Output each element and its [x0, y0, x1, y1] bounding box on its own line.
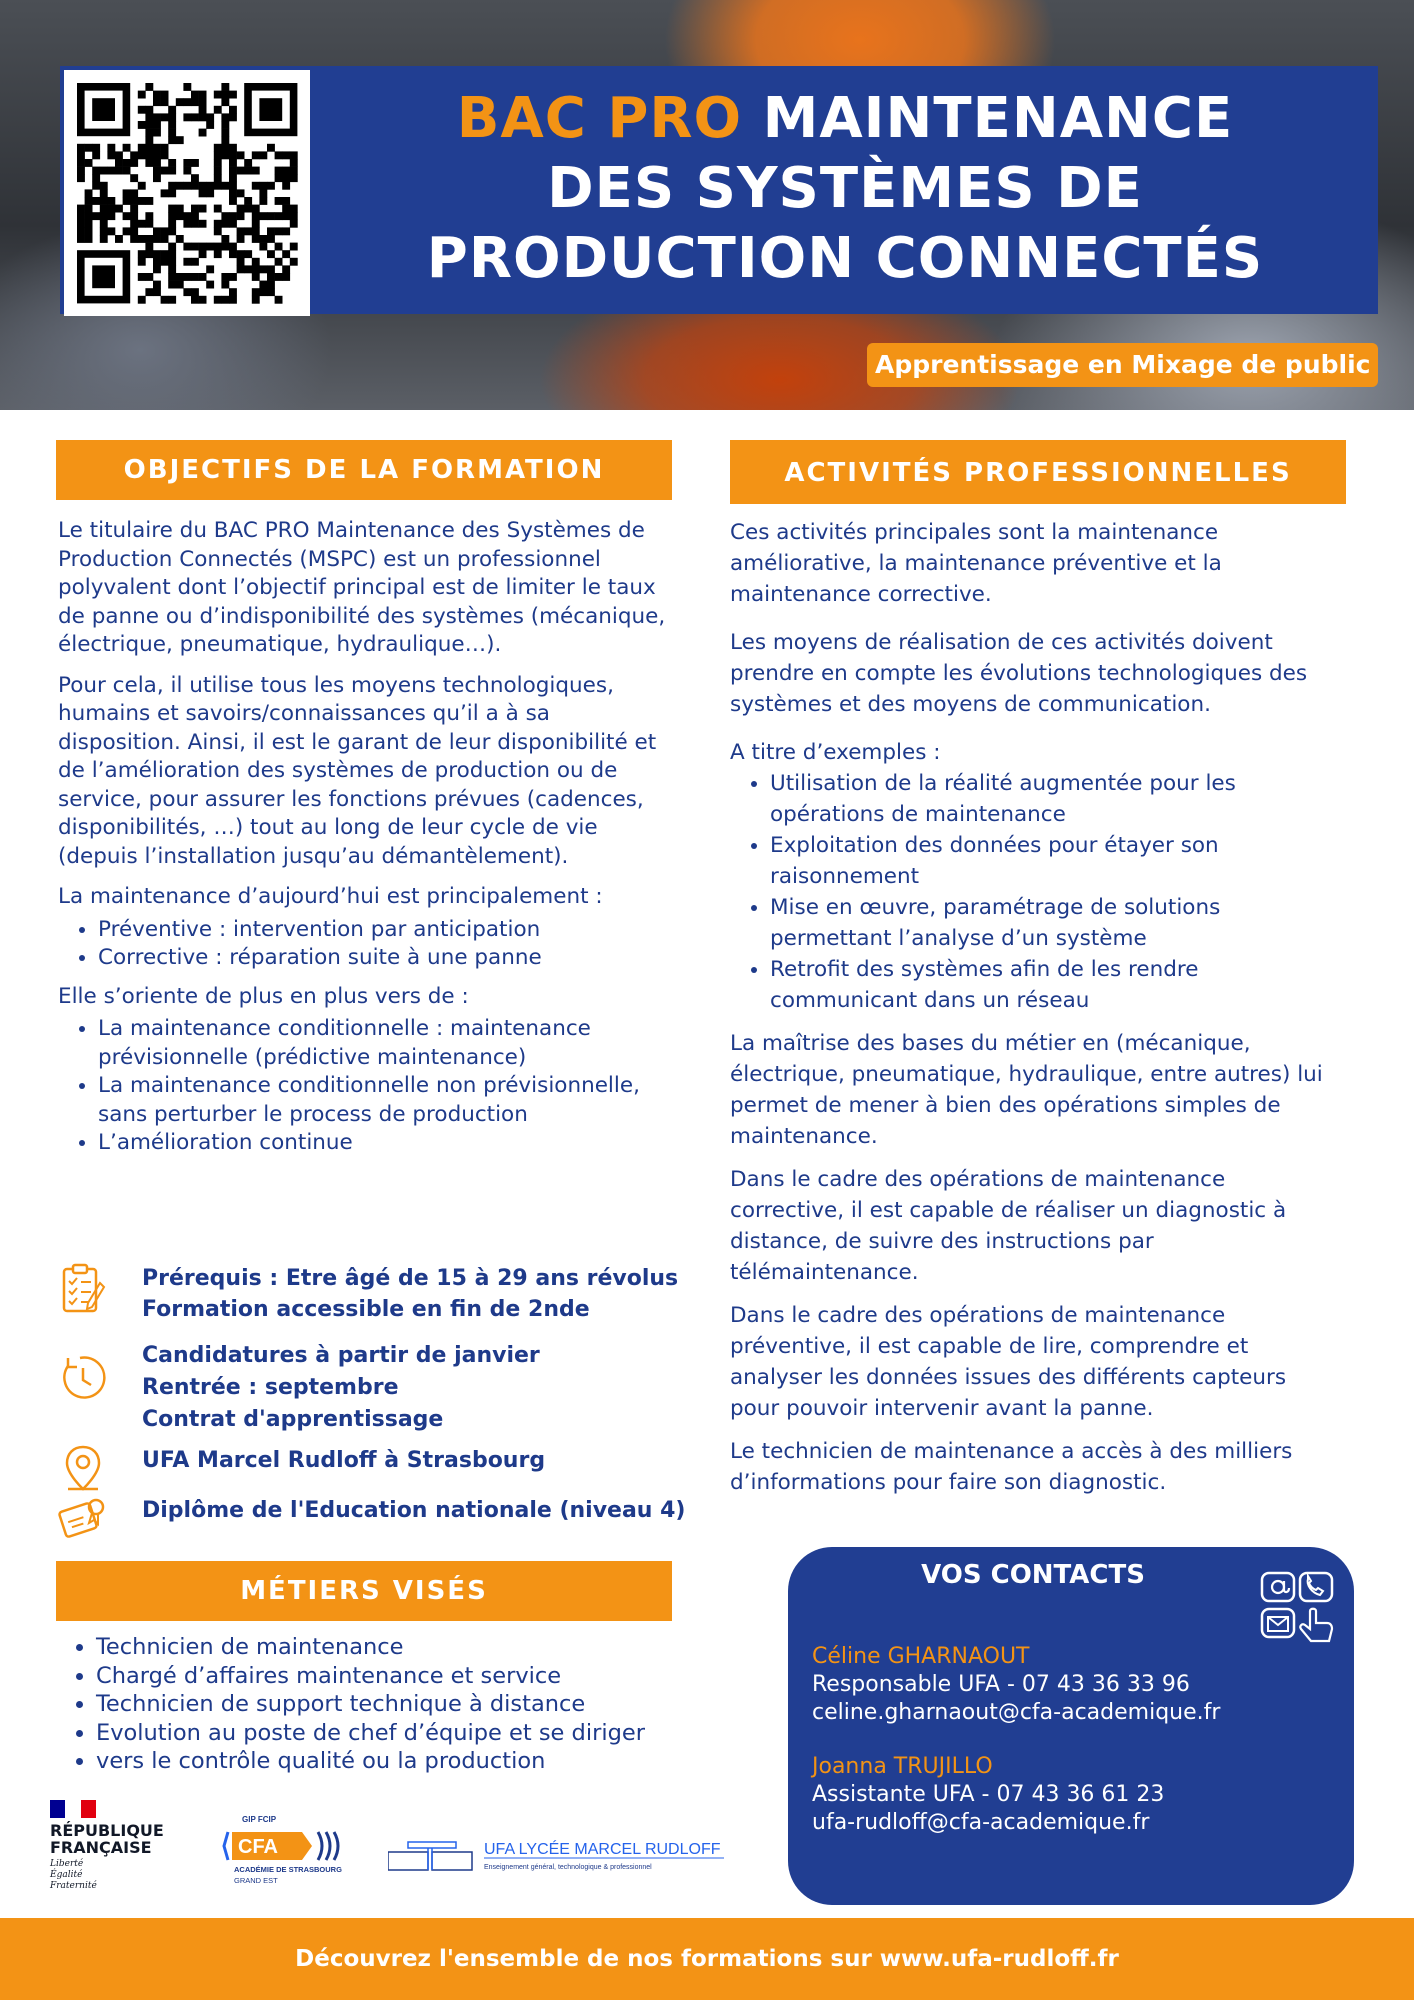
list-item: • Technicien de maintenance	[96, 1633, 736, 1662]
qr-code-icon[interactable]	[64, 70, 310, 316]
prerequis-level: Formation accessible en fin de 2nde	[142, 1297, 590, 1322]
ufa-name: UFA LYCÉE MARCEL RUDLOFF	[484, 1841, 721, 1858]
activites-p4: La maîtrise des bases du métier en (mécanique, électrique, pneumatique, hydraulique, entre autres) lui permet de mener à bien des opérations simples de maintenance.	[730, 1031, 1323, 1149]
hero-photo	[0, 0, 1414, 410]
french-flag-icon	[50, 1800, 96, 1818]
contacts-heading: VOS CONTACTS	[921, 1560, 1145, 1590]
activites-p5: Dans le cadre des opérations de maintenance corrective, il est capable de réaliser un diagnostic à distance, de suivre des instructions par télémaintenance.	[730, 1167, 1287, 1285]
cfa-sub2: GRAND EST	[234, 1876, 278, 1885]
list-item: • Chargé d’affaires maintenance et service	[96, 1662, 736, 1691]
republique-francaise-logo	[50, 1800, 180, 1905]
page-title	[330, 84, 1360, 294]
location-pin-icon	[58, 1443, 108, 1497]
activites-p1: Ces activités principales sont la maintenance améliorative, la maintenance préventive et la maintenance corrective.	[730, 520, 1222, 607]
cfa-top-text: GIP FCIP	[242, 1815, 277, 1824]
rentree: Rentrée : septembre	[142, 1375, 399, 1400]
list-item: • Corrective : réparation suite à une panne	[98, 944, 678, 973]
contact-name: Joanna TRUJILLO	[812, 1754, 993, 1779]
objectifs-p4: Elle s’oriente de plus en plus vers de :	[58, 983, 469, 1009]
rf-motto-2: Égalité	[50, 1870, 83, 1880]
diploma-icon	[58, 1493, 108, 1547]
list-item: • Retrofit des systèmes afin de les rendre communicant dans un réseau	[770, 954, 1330, 1016]
candidatures: Candidatures à partir de janvier	[142, 1343, 540, 1368]
metiers-list	[56, 1633, 736, 1776]
metiers-heading: MÉTIERS VISÉS	[56, 1561, 672, 1621]
ufa-sub: Enseignement général, technologique & professionnel	[484, 1864, 652, 1871]
contact-role: Assistante UFA - 07 43 36 61 23	[812, 1782, 1165, 1807]
cfa-name: CFA	[238, 1836, 278, 1858]
clock-icon	[58, 1350, 108, 1404]
cfa-logo	[222, 1812, 362, 1892]
objectifs-text	[58, 517, 678, 1170]
exemples-list	[730, 768, 1330, 1016]
title-line1: MAINTENANCE	[762, 86, 1234, 151]
activites-heading: ACTIVITÉS PROFESSIONNELLES	[730, 440, 1346, 504]
rf-motto-3: Fraternité	[50, 1881, 97, 1891]
orientation-list	[58, 1015, 678, 1158]
list-item: • Evolution au poste de chef d’équipe et se diriger	[96, 1719, 736, 1748]
activites-text	[730, 517, 1330, 1510]
rf-motto-1: Liberté	[50, 1859, 84, 1869]
footer-banner[interactable]: Découvrez l'ensemble de nos formations sur www.ufa-rudloff.fr	[0, 1918, 1414, 2000]
activites-p3: A titre d’exemples :	[730, 740, 941, 765]
list-item: • Exploitation des données pour étayer son raisonnement	[770, 830, 1330, 892]
contact-1	[812, 1643, 1220, 1727]
list-item: • vers le contrôle qualité ou la production	[96, 1747, 736, 1776]
contact-email[interactable]: celine.gharnaout@cfa-academique.fr	[812, 1700, 1221, 1725]
prerequis-age: Prérequis : Etre âgé de 15 à 29 ans révolus	[142, 1266, 679, 1291]
checklist-icon	[58, 1263, 108, 1317]
ufa-logo	[388, 1834, 728, 1878]
title-line3: PRODUCTION CONNECTÉS	[426, 226, 1264, 291]
rf-line1: RÉPUBLIQUE	[50, 1821, 164, 1840]
activites-p6: Dans le cadre des opérations de maintenance préventive, il est capable de lire, comprendre et analyser les données issues des différents capteurs pour pouvoir intervenir avant la panne.	[730, 1303, 1287, 1421]
diplome: Diplôme de l'Education nationale (niveau 4)	[142, 1498, 686, 1523]
title-line2: DES SYSTÈMES DE	[547, 156, 1143, 221]
contact-role: Responsable UFA - 07 43 36 33 96	[812, 1672, 1190, 1697]
contact-email[interactable]: ufa-rudloff@cfa-academique.fr	[812, 1810, 1150, 1835]
activites-p7: Le technicien de maintenance a accès à des milliers d’informations pour faire son diagnostic.	[730, 1439, 1293, 1495]
activites-p2: Les moyens de réalisation de ces activités doivent prendre en compte les évolutions technologiques des systèmes et des moyens de communication.	[730, 630, 1308, 717]
objectifs-p1: Le titulaire du BAC PRO Maintenance des Systèmes de Production Connectés (MSPC) est un professionnel polyvalent dont l’objectif principal est de limiter le taux de panne ou d’indisponibilité des systèmes (mécanique, électrique, pneumatique, hydraulique…).	[58, 518, 666, 657]
contact-name: Céline GHARNAOUT	[812, 1644, 1030, 1669]
objectifs-p3: La maintenance d’aujourd’hui est principalement :	[58, 884, 603, 909]
list-item: • Préventive : intervention par anticipation	[98, 916, 678, 945]
objectifs-heading: OBJECTIFS DE LA FORMATION	[56, 440, 672, 500]
list-item: • L’amélioration continue	[98, 1129, 678, 1158]
maintenance-types-list	[58, 916, 678, 973]
title-accent: BAC PRO	[456, 86, 743, 151]
contact-icon	[1258, 1567, 1338, 1647]
rf-line2: FRANÇAISE	[50, 1838, 152, 1857]
objectifs-p2: Pour cela, il utilise tous les moyens technologiques, humains et savoirs/connaissances qu’il a à sa disposition. Ainsi, il est le garant de leur disponibilité et de l’amélioration des systèmes de production ou de service, pour assurer les fonctions prévues (cadences, disponibilités, …) tout au long de leur cycle de vie (depuis l’installation jusqu’au démantèlement).	[58, 672, 657, 869]
list-item: • Technicien de support technique à distance	[96, 1690, 736, 1719]
contact-2	[812, 1753, 1164, 1837]
contacts-card	[788, 1547, 1354, 1905]
public-badge: Apprentissage en Mixage de public	[867, 343, 1378, 387]
list-item: • Utilisation de la réalité augmentée pour les opérations de maintenance	[770, 768, 1330, 830]
contrat: Contrat d'apprentissage	[142, 1407, 444, 1432]
lieu: UFA Marcel Rudloff à Strasbourg	[142, 1448, 546, 1473]
list-item: • La maintenance conditionnelle : maintenance prévisionnelle (prédictive maintenance)	[98, 1015, 678, 1072]
cfa-sub1: ACADÉMIE DE STRASBOURG	[234, 1865, 342, 1874]
list-item: • La maintenance conditionnelle non prévisionnelle, sans perturber le process de production	[98, 1072, 678, 1129]
list-item: • Mise en œuvre, paramétrage de solutions permettant l’analyse d’un système	[770, 892, 1330, 954]
